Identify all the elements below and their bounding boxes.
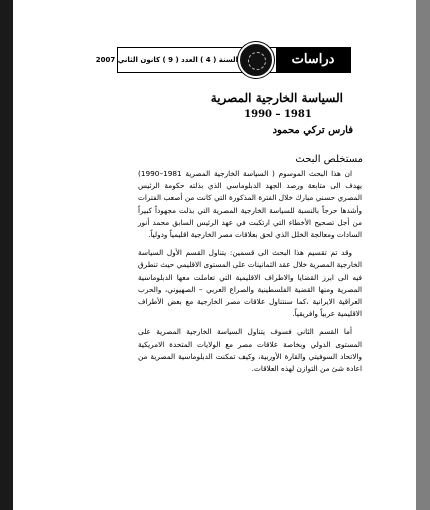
article-years: 1990 – 1981: [244, 109, 312, 120]
abstract-paragraph: وقد تم تقسيم هذا البحث الى قسمين: يتناول القسم الأول السياسة الخارجية المصرية خلال عقد الثمانينات على المستوى الاقليمي حيث تنطرق فيه الى ابرز القضايا والاطراف الاقليمية التي تعاملت معها الدبلوماسية المصرية ومنها القضية الفلسطينية والصراع العربي – الصهيوني، والحرب العراقية الايرانية ،كما سنتناول علاقات مصر الخارجية مع بعض الأطراف الاقليمية عربياً وافريقياً.: [138, 248, 362, 319]
abstract-heading: مستخلص البحث: [295, 154, 363, 165]
abstract-body: [138, 168, 362, 381]
left-scan-border: [0, 0, 13, 510]
document-page: [13, 0, 416, 510]
journal-banner: [95, 47, 351, 91]
abstract-paragraph: ان هذا البحث الموسوم ( السياسة الخارجية المصرية 1981–1990) يهدف الى متابعة ورصد الجهد الدبلوماسي الذي بذلته حكومة الرئيس المصري حسني مبارك خلال الفترة المذكورة التي كانت من أصعب الفترات وأشدها حرجاً بالنسبة للسياسة الخارجية المصرية التي بذلت مجهوداً كبيراً من أجل تصحيح الأخطاء التي ارتكبت في عهد الرئيس السابق محمد أنور السادات ومعالجة الخلل الذي لحق بعلاقات مصر الخارجية اقليمياً ودولياً.: [138, 169, 362, 240]
right-scan-border: [416, 0, 430, 510]
abstract-paragraph: أما القسم الثاني فسوف يتناول السياسة الخارجية المصرية على المستوى الدولي وبخاصة علاقات مصر مع الولايات المتحدة الامريكية والاتحاد السوفيتي والقارة الأوربية، وكيف تمكنت الدبلوماسية المصرية من اعادة شئ من التوازن لهذه العلاقات.: [138, 327, 362, 374]
journal-logo-icon: [238, 42, 274, 78]
article-title: السياسة الخارجية المصرية: [210, 91, 343, 105]
journal-name: دراسات إقليمية: [276, 48, 350, 72]
article-author: فارس تركي محمود: [272, 125, 353, 136]
issue-info: السنة ( 4 ) العدد ( 9 ) كانون الثاني 2007: [95, 56, 238, 64]
